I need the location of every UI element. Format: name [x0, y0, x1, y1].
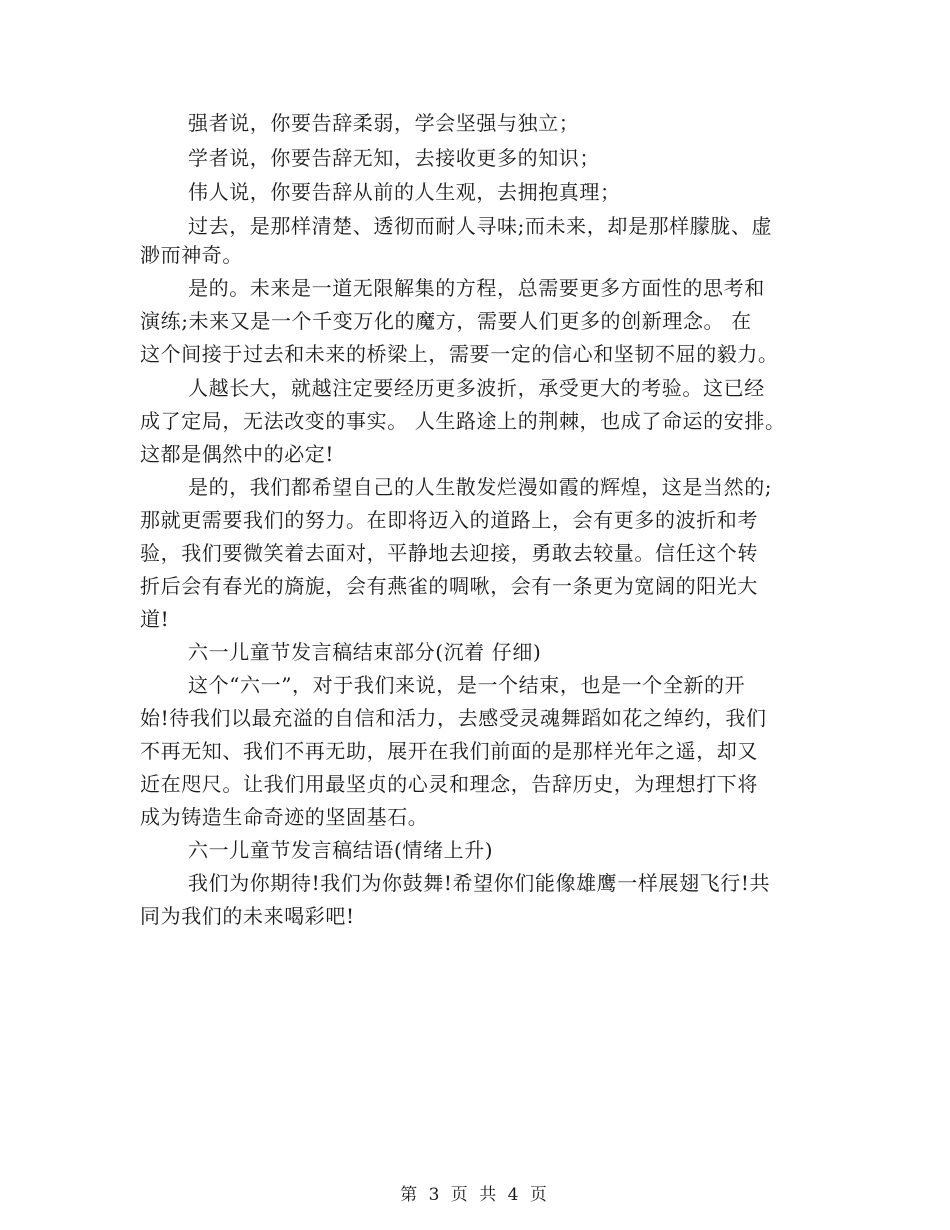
- paragraph-line: 过去，是那样清楚、透彻而耐人寻味;而未来，却是那样朦胧、虚: [188, 214, 773, 238]
- paragraph-line: 成了定局，无法改变的事实。 人生路途上的荆棘，也成了命运的安排。: [140, 409, 786, 433]
- paragraph-line: 始!待我们以最充溢的自信和活力，去感受灵魂舞蹈如花之绰约，我们: [140, 706, 767, 730]
- paragraph-line: 渺而神奇。: [140, 243, 243, 267]
- paragraph-line: 这都是偶然中的必定!: [140, 442, 335, 466]
- paragraph-line: 折后会有春光的旖旎，会有燕雀的啁啾，会有一条更为宽阔的阳光大: [140, 574, 758, 598]
- paragraph-line: 演练;未来又是一个千变万化的魔方，需要人们更多的创新理念。 在: [140, 309, 752, 333]
- paragraph-line: 道!: [140, 607, 170, 631]
- paragraph-line: 同为我们的未来喝彩吧!: [140, 904, 355, 928]
- paragraph-line: 那就更需要我们的努力。在即将迈入的道路上，会有更多的波折和考: [140, 508, 758, 532]
- section-heading: 六一儿童节发言稿结束部分(沉着 仔细): [188, 640, 542, 664]
- paragraph-line: 伟人说，你要告辞从前的人生观，去拥抱真理；: [188, 180, 621, 204]
- paragraph-line: 近在咫尺。让我们用最坚贞的心灵和理念，告辞历史，为理想打下将: [140, 772, 758, 796]
- page-number-footer: 第 3 页 共 4 页: [400, 1185, 550, 1205]
- paragraph-line: 这个间接于过去和未来的桥梁上，需要一定的信心和坚韧不屈的毅力。: [140, 342, 779, 366]
- paragraph-line: 学者说，你要告辞无知，去接收更多的知识；: [188, 146, 600, 170]
- paragraph-line: 不再无知、我们不再无助，展开在我们前面的是那样光年之遥，却又: [140, 739, 758, 763]
- paragraph-line: 人越长大，就越注定要经历更多波折，承受更大的考验。这已经: [188, 376, 765, 400]
- section-heading: 六一儿童节发言稿结语(情绪上升): [188, 838, 494, 862]
- paragraph-line: 是的。未来是一道无限解集的方程，总需要更多方面性的思考和: [188, 276, 765, 300]
- paragraph-line: 是的，我们都希望自己的人生散发烂漫如霞的辉煌，这是当然的;: [188, 475, 773, 499]
- paragraph-line: 这个“六一”，对于我们来说，是一个结束，也是一个全新的开: [188, 673, 746, 697]
- paragraph-line: 强者说，你要告辞柔弱，学会坚强与独立；: [188, 111, 580, 135]
- paragraph-line: 验，我们要微笑着去面对，平静地去迎接，勇敢去较量。信任这个转: [140, 541, 758, 565]
- paragraph-line: 成为铸造生命奇迹的坚固基石。: [140, 805, 429, 829]
- paragraph-line: 我们为你期待!我们为你鼓舞!希望你们能像雄鹰一样展翅飞行!共: [188, 871, 771, 895]
